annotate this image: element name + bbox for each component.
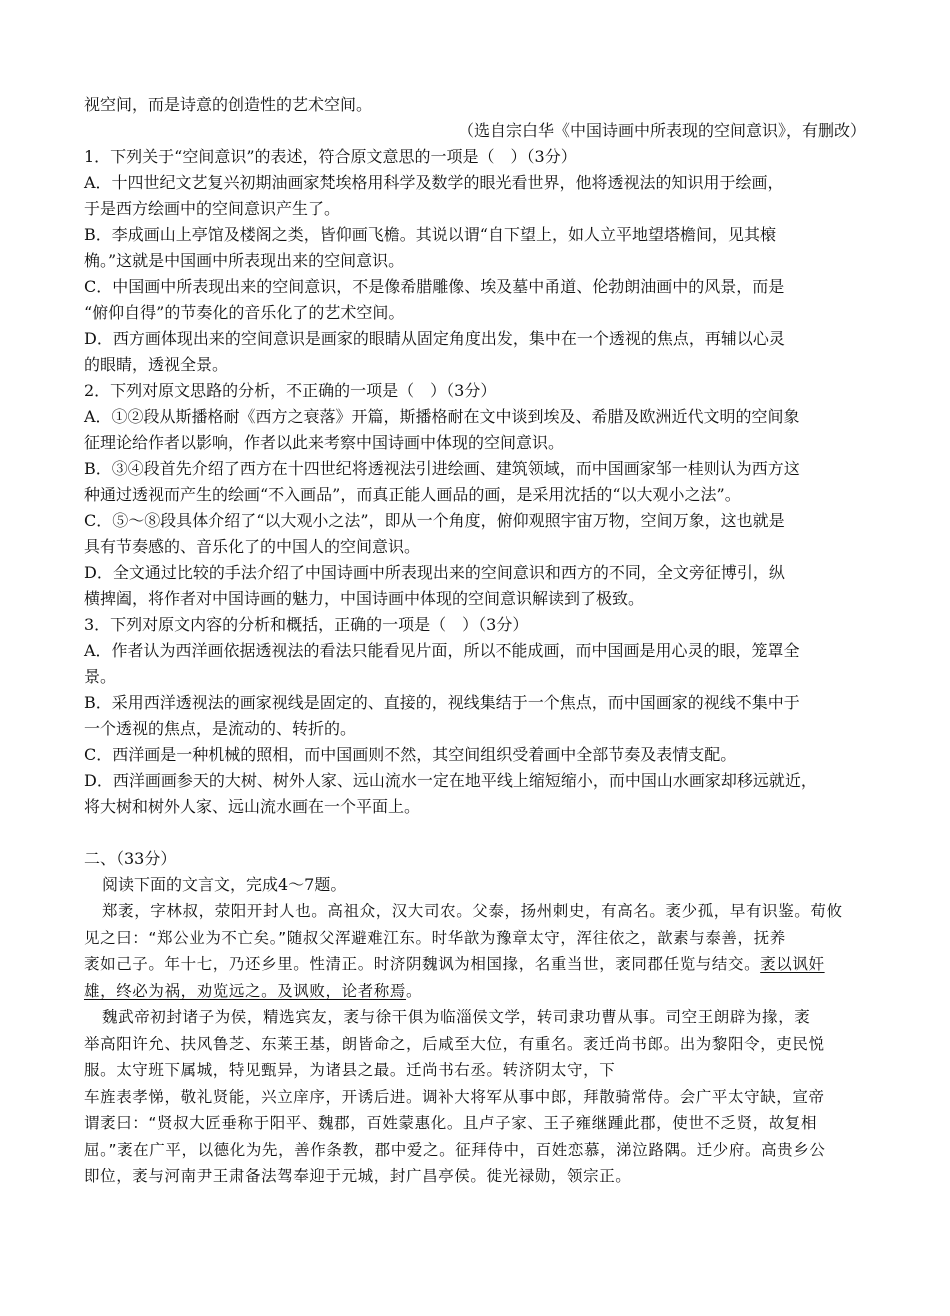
section-2-heading: 二、（33分） (84, 849, 177, 868)
question-3-stem: 3．下列对原文内容的分析和概括，正确的一项是（ ）（3分） (84, 615, 529, 634)
q2-option-d-cont: 横捭阖，将作者对中国诗画的魅力，中国诗画中体现的空间意识解读到了极致。 (84, 589, 645, 608)
q1-option-d-cont: 的眼睛，透视全景。 (84, 355, 229, 374)
classical-text-p1-line4 (84, 978, 874, 1005)
question-1-stem: 1．下列关于“空间意识”的表述，符合原文意思的一项是（ ）（3分） (84, 147, 577, 166)
classical-text-p2-line5: 谓袤曰：“贤叔大匠垂称于阳平、魏郡，百姓蒙惠化。且卢子家、王子雍继踵此郡，使世不乏贤，故复相 (84, 1114, 818, 1132)
q1-option-b-cont: 桷。”这就是中国画中所表现出来的空间意识。 (84, 251, 405, 270)
classical-text-p2-line3: 服。太守班下属城，特见甄异，为诸县之最。迁尚书右丞。转济阴太守，下 (84, 1061, 616, 1079)
underlined-sentence-part2: 雄，终必为祸，劝览远之。及讽败，论者称焉 (84, 981, 407, 1000)
classical-text-p2-line1: 魏武帝初封诸子为侯，精选宾友，袤与徐干俱为临淄侯文学，转司隶功曹从事。司空王朗辟为掾，袤 (102, 1008, 811, 1026)
q2-option-b: B．③④段首先介绍了西方在十四世纪将透视法引进绘画、建筑领域，而中国画家邹一桂则认为西方这 (84, 459, 800, 478)
q2-option-b-cont: 种通过透视而产生的绘画“不入画品”，而真正能人画品的画，是采用沈括的“以大观小之法”。 (84, 485, 741, 504)
q2-option-a-cont: 征理论给作者以影响，作者以此来考察中国诗画中体现的空间意识。 (84, 433, 565, 452)
passage-ending: 视空间，而是诗意的创造性的艺术空间。 (84, 95, 373, 114)
question-2-stem: 2．下列对原文思路的分析，不正确的一项是（ ）（3分） (84, 381, 497, 400)
section-2-instruction: 阅读下面的文言文，完成4～7题。 (102, 875, 347, 894)
classical-text-p1-line1: 郑袤，字林叔，荥阳开封人也。高祖众，汉大司农。父泰，扬州刺史，有高名。袤少孤，早有识鉴。荀攸 (102, 902, 843, 920)
source-citation: （选自宗白华《中国诗画中所表现的空间意识》，有删改） (457, 121, 866, 140)
q1-option-c-cont: “俯仰自得”的节奏化的音乐化了的艺术空间。 (84, 303, 405, 322)
q3-option-a: A．作者认为西洋画依据透视法的看法只能看见片面，所以不能成画，而中国画是用心灵的眼，笼罩全 (84, 641, 800, 660)
q3-option-b: B．采用西洋透视法的画家视线是固定的、直接的，视线集结于一个焦点，而中国画家的视线不集中于 (84, 693, 800, 712)
underlined-sentence-part1: 袤以讽奸 (760, 955, 825, 973)
p1-line4-end: 。 (406, 981, 423, 1000)
classical-text-p2-line4: 车旌表孝悌，敬礼贤能，兴立庠序，开诱后进。调补大将军从事中郎，拜散骑常侍。会广平太守缺，宣帝 (84, 1087, 825, 1106)
q1-option-b: B．李成画山上亭馆及楼阁之类，皆仰画飞檐。其说以谓“自下望上，如人立平地望塔檐间，见其榱 (84, 225, 776, 244)
classical-text-p2-line6: 屈。”袤在广平，以德化为先，善作条教，郡中爱之。征拜侍中，百姓恋慕，涕泣路隅。迁少府。高贵乡公 (84, 1140, 826, 1159)
classical-text-p2-line7: 即位，袤与河南尹王肃备法驾奉迎于元城，封广昌亭侯。徙光禄勋，领宗正。 (84, 1167, 632, 1185)
q2-option-c-cont: 具有节奏感的、音乐化了的中国人的空间意识。 (84, 537, 421, 556)
section-spacer (84, 820, 874, 846)
p1-line3-text: 袤如己子。年十七，乃还乡里。性清正。时济阴魏讽为相国掾，名重当世，袤同郡任览与结交。 (84, 955, 761, 973)
classical-text-p1-line2: 见之曰：“郑公业为不亡矣。”随叔父浑避难江东。时华歆为豫章太守，浑往依之，歆素与泰善，抚养 (84, 928, 786, 947)
q1-option-a: A．十四世纪文艺复兴初期油画家梵埃格用科学及数学的眼光看世界，他将透视法的知识用于绘画， (84, 173, 784, 192)
classical-text-p1-line3 (84, 951, 874, 978)
q2-option-d: D．全文通过比较的手法介绍了中国诗画中所表现出来的空间意识和西方的不同，全文旁征博引，纵 (84, 563, 785, 582)
q1-option-d: D．西方画体现出来的空间意识是画家的眼睛从固定角度出发，集中在一个透视的焦点，再辅以心灵 (84, 329, 785, 348)
q1-option-a-cont: 于是西方绘画中的空间意识产生了。 (84, 199, 341, 218)
document-page (84, 92, 874, 1190)
q3-option-d: D．西洋画画参天的大树、树外人家、远山流水一定在地平线上缩短缩小，而中国山水画家却移远就近， (84, 771, 817, 790)
q2-option-c: C．⑤～⑧段具体介绍了“以大观小之法”，即从一个角度，俯仰观照宇宙万物，空间万象，这也就是 (84, 511, 785, 530)
q3-option-c: C．西洋画是一种机械的照相，而中国画则不然，其空间组织受着画中全部节奏及表情支配。 (84, 745, 737, 764)
q2-option-a: A．①②段从斯播格耐《西方之衰落》开篇，斯播格耐在文中谈到埃及、希腊及欧洲近代文明的空间象 (84, 407, 800, 426)
q3-option-d-cont: 将大树和树外人家、远山流水画在一个平面上。 (84, 797, 421, 816)
q1-option-c: C．中国画中所表现出来的空间意识，不是像希腊雕像、埃及墓中甬道、伦勃朗油画中的风景，而是 (84, 277, 785, 296)
q3-option-b-cont: 一个透视的焦点，是流动的、转折的。 (84, 719, 357, 738)
q3-option-a-cont: 景。 (84, 667, 117, 686)
classical-text-p2-line2: 举高阳许允、扶风鲁芝、东莱王基，朗皆命之，后咸至大位，有重名。袤迁尚书郎。出为黎阳令，吏民悦 (84, 1034, 825, 1053)
